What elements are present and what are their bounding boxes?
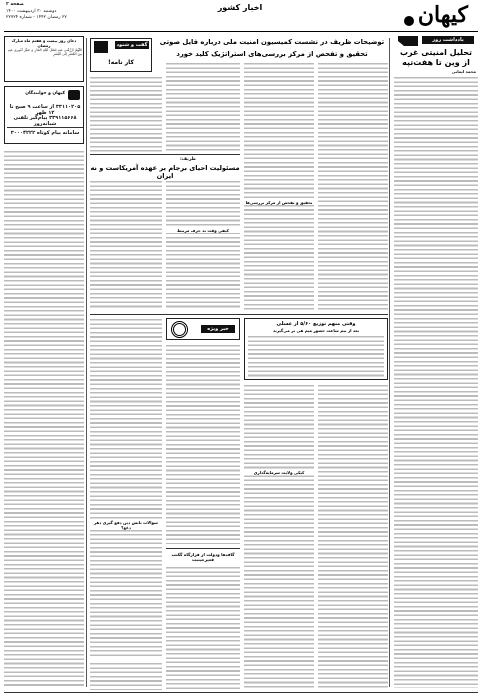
story-col-8 — [318, 384, 388, 690]
special-news-tag: خبر ویژه — [201, 325, 235, 333]
section-title: اخبار کشور — [217, 3, 263, 12]
editorial-author: محمد ایمانی — [451, 69, 476, 74]
editorial-title-2: از وین تا هفت‌تپه — [402, 58, 470, 67]
story-col-11 — [90, 662, 162, 690]
main-headline-2: تحقیق و تفحص از مرکز بررسی‌های استراتژیک کلید خورد — [176, 50, 368, 58]
col-divider — [389, 38, 390, 687]
story-col-10 — [166, 566, 240, 690]
service-sms: سامانه پیام کوتاه ۳۰۰۰۴۲۲۲ — [7, 127, 83, 136]
reader-letters — [4, 150, 84, 688]
story-col-1 — [318, 62, 388, 312]
masthead — [0, 0, 482, 36]
page-number: صفحه ۲ — [6, 2, 24, 7]
prayer-header: دعای روز بیست و هفتم ماه مبارک رمضان — [11, 38, 77, 48]
kayhan-box — [90, 38, 152, 72]
story-col-2 — [244, 62, 314, 312]
editorial-title-1: تحلیل امنیتی غرب — [399, 48, 473, 57]
second-headline: مسئولیت احیای برجام بر عهده آمریکاست و نه ایران — [90, 164, 240, 180]
mid-box-body — [248, 335, 384, 377]
reader-service-box — [4, 86, 84, 144]
mid-box-title: وقتی منهم توزیع ۵/۶۰ از عسلی — [276, 321, 356, 327]
service-phone-2: ۳۳۹۱۱۵۶۶۸ پیام‌گیر تلفنی شبانه‌روز — [13, 115, 77, 127]
mid-box — [244, 318, 388, 380]
special-news — [166, 318, 240, 340]
logo — [404, 2, 468, 30]
kayhan-box-body — [90, 76, 162, 152]
story-col-4 — [166, 180, 240, 310]
prayer-box — [4, 36, 84, 82]
lower-rule — [166, 548, 240, 549]
logo-circle-icon — [404, 16, 414, 26]
subhead-3: سوالات بانش دین دفع گیری دهر دغع؟ — [90, 520, 162, 530]
story-col-6 — [166, 344, 240, 544]
footer-rule — [4, 692, 478, 693]
subhead-5: گاف‌ها ودولت از قرارگاه گکتب قعیرحیثیت — [171, 552, 235, 562]
service-icon — [68, 90, 80, 100]
col-divider-left — [86, 38, 87, 687]
logo-text: کیهان — [417, 2, 468, 28]
editorial-column — [394, 36, 478, 691]
editorial-tag: یادداشت روز — [422, 36, 474, 44]
subhead-4: کیکی ولایت سرمایه‌گذاری — [244, 470, 314, 475]
kayhan-box-title: کار نامه! — [108, 59, 134, 66]
mid-rule — [90, 314, 388, 315]
second-headline-kicker: ظریف: — [180, 157, 196, 162]
story-col-3 — [166, 62, 240, 152]
prayer-text: اللّهُمَّ ارْزُقْنی فیهِ فَضْلَ لَیْلَةِ القَدْرِ وَ صَیِّرْ اُمُوری فیهِ مِنَ العُسْرِ اِلَی الیُسْرِ — [8, 48, 82, 57]
editorial-body — [394, 76, 478, 688]
kayhan-logo-icon — [94, 41, 108, 53]
main-headline-1: توضیحات ظریف در نشست کمیسیون امنیت ملی درباره فایل صوتی — [159, 38, 385, 46]
left-column — [4, 36, 84, 691]
issue-line: ۲۷ رمضان ۱۴۴۲ - شماره ۲۲۷۲۴ — [6, 15, 67, 20]
second-headline-rule — [90, 154, 240, 155]
story-col-7 — [90, 318, 162, 658]
story-col-9 — [244, 384, 314, 690]
date-line: دوشنبه ۳۰ اردیبهشت ۱۴۰۰ — [6, 9, 57, 14]
kayhan-box-tag: گفت و شنود — [116, 42, 148, 48]
service-phone-1: ۳۳۱۱۰۲۰۵ از ساعت ۹ صبح تا ۱۲ ظهر — [9, 104, 81, 116]
subhead-1: کیفی وقت ند حرف مرتبط — [166, 228, 240, 233]
mid-box-subtitle: بعد از نیم ساعت حضور میم هی‌ تر می‌گیرند — [272, 328, 360, 333]
subhead-2: تحقیق و تفحص از مرکز بررسی‌ها — [245, 200, 313, 205]
editorial-flag-icon — [398, 36, 418, 46]
story-col-5 — [90, 180, 162, 310]
service-title: کیهان و خوانندگان — [25, 91, 65, 96]
masthead-rule — [4, 31, 478, 32]
special-news-spiral-icon — [171, 321, 188, 338]
